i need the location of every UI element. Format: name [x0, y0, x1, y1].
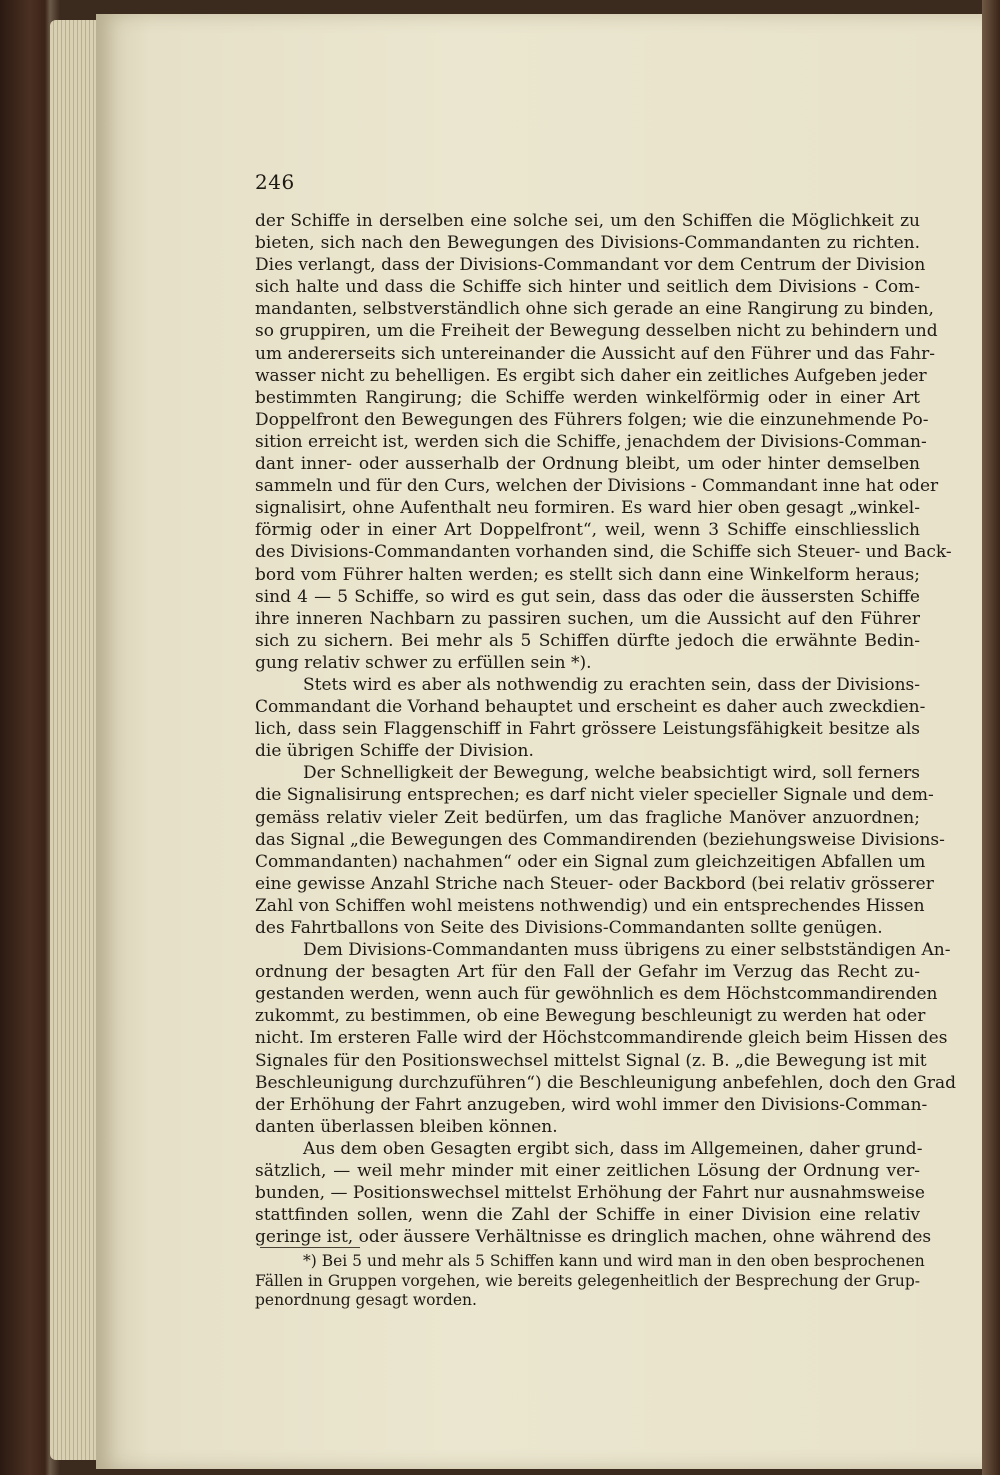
footnote-line: penordnung gesagt worden.: [255, 1291, 477, 1309]
footnote-line: *) Bei 5 und mehr als 5 Schiffen kann und wird man in den oben besprochenen: [303, 1252, 925, 1270]
text-line: Commandanten) nachahmen“ oder ein Signal zum gleichzeitigen Abfallen um: [255, 851, 926, 872]
text-line: lich, dass sein Flaggenschiff in Fahrt grössere Leistungsfähigkeit besitze als: [255, 719, 920, 740]
footnote: [255, 1252, 925, 1311]
text-line: Stets wird es aber als nothwendig zu erachten sein, dass der Divisions-: [303, 674, 920, 695]
text-line: förmig oder in einer Art Doppelfront“, weil, wenn 3 Schiffe einschliesslich: [255, 520, 920, 541]
text-line: Der Schnelligkeit der Bewegung, welche beabsichtigt wird, soll ferners: [303, 763, 921, 784]
text-line: das Signal „die Bewegungen des Commandirenden (beziehungsweise Divisions-: [255, 829, 945, 850]
text-line: Commandant die Vorhand behauptet und erscheint es daher auch zweckdien-: [255, 697, 926, 718]
text-line: mandanten, selbstverständlich ohne sich gerade an eine Rangirung zu binden,: [255, 299, 934, 320]
text-line: Dem Divisions-Commandanten muss übrigens zu einer selbstständigen An-: [303, 940, 951, 961]
text-line: zukommt, zu bestimmen, ob eine Bewegung beschleunigt zu werden hat oder: [255, 1006, 926, 1027]
text-line: Zahl von Schiffen wohl meistens nothwendig) und ein entsprechendes Hissen: [255, 895, 925, 916]
text-line: des Fahrtballons von Seite des Divisions-Commandanten sollte genügen.: [255, 918, 883, 938]
text-line: nicht. Im ersteren Falle wird der Höchstcommandirende gleich beim Hissen des: [255, 1028, 948, 1049]
text-line: bieten, sich nach den Bewegungen des Divisions-Commandanten zu richten.: [255, 233, 920, 254]
text-line: Aus dem oben Gesagten ergibt sich, dass im Allgemeinen, daher grund-: [303, 1138, 923, 1159]
text-line: ordnung der besagten Art für den Fall der Gefahr im Verzug das Recht zu-: [255, 962, 920, 983]
text-line: Beschleunigung durchzuführen“) die Beschleunigung anbefehlen, doch den Grad: [255, 1072, 957, 1093]
text-line: so gruppiren, um die Freiheit der Bewegung desselben nicht zu behindern und: [255, 321, 938, 342]
text-line: danten überlassen bleiben können.: [255, 1116, 558, 1137]
text-line: Dies verlangt, dass der Divisions-Commandant vor dem Centrum der Division: [255, 255, 926, 276]
text-line: gemäss relativ vieler Zeit bedürfen, um das fragliche Manöver anzuordnen;: [255, 807, 920, 828]
text-line: gestanden werden, wenn auch für gewöhnlich es dem Höchstcommandirenden: [255, 984, 938, 1005]
text-line: bestimmten Rangirung; die Schiffe werden winkelförmig oder in einer Art: [255, 387, 920, 408]
text-line: sind 4 — 5 Schiffe, so wird es gut sein, dass das oder die äussersten Schiffe: [255, 586, 920, 607]
footnote-line: Fällen in Gruppen vorgehen, wie bereits gelegenheitlich der Besprechung der Grup-: [255, 1271, 920, 1290]
text-line: Signales für den Positionswechsel mittelst Signal (z. B. „die Bewegung ist mit: [255, 1050, 927, 1071]
body-text: [255, 210, 957, 1248]
text-line: der Erhöhung der Fahrt anzugeben, wird wohl immer den Divisions-Comman-: [255, 1094, 928, 1115]
text-line: signalisirt, ohne Aufenthalt neu formiren. Es ward hier oben gesagt „winkel-: [255, 498, 920, 519]
text-line: sammeln und für den Curs, welchen der Divisions - Commandant inne hat oder: [255, 476, 939, 497]
text-line: geringe ist, oder äussere Verhältnisse es dringlich machen, ohne während des: [255, 1227, 932, 1248]
text-line: wasser nicht zu behelligen. Es ergibt sich daher ein zeitliches Aufgeben jeder: [255, 365, 927, 386]
text-line: der Schiffe in derselben eine solche sei, um den Schiffen die Möglichkeit zu: [255, 211, 920, 231]
text-line: sich halte und dass die Schiffe sich hinter und seitlich dem Divisions - Com-: [255, 277, 920, 298]
text-line: eine gewisse Anzahl Striche nach Steuer- oder Backbord (bei relativ grösserer: [255, 873, 934, 894]
text-line: des Divisions-Commandanten vorhanden sind, die Schiffe sich Steuer- und Back-: [255, 542, 952, 563]
text-line: bunden, — Positionswechsel mittelst Erhöhung der Fahrt nur ausnahmsweise: [255, 1183, 925, 1204]
text-line: um andererseits sich untereinander die Aussicht auf den Führer und das Fahr-: [255, 343, 935, 364]
text-line: sition erreicht ist, werden sich die Schiffe, jenachdem der Divisions-Comman-: [255, 431, 927, 452]
text-line: die übrigen Schiffe der Division.: [255, 741, 534, 762]
text-line: bord vom Führer halten werden; es stellt sich dann eine Winkelform heraus;: [255, 564, 920, 585]
text-line: stattfinden sollen, wenn die Zahl der Schiffe in einer Division eine relativ: [255, 1205, 920, 1226]
right-page-edge: [982, 0, 1000, 1475]
footnote-rule: [260, 1247, 360, 1248]
text-line: ihre inneren Nachbarn zu passiren suchen, um die Aussicht auf den Führer: [255, 608, 920, 629]
text-line: die Signalisirung entsprechen; es darf nicht vieler specieller Signale und dem-: [255, 785, 934, 806]
text-line: gung relativ schwer zu erfüllen sein *).: [255, 652, 592, 673]
text-line: sätzlich, — weil mehr minder mit einer zeitlichen Lösung der Ordnung ver-: [255, 1161, 920, 1182]
text-line: Doppelfront den Bewegungen des Führers folgen; wie die einzunehmende Po-: [255, 409, 929, 430]
text-line: sich zu sichern. Bei mehr als 5 Schiffen dürfte jedoch die erwähnte Bedin-: [255, 630, 920, 651]
text-line: dant inner- oder ausserhalb der Ordnung bleibt, um oder hinter demselben: [255, 454, 920, 475]
page-number: 246: [255, 170, 295, 194]
